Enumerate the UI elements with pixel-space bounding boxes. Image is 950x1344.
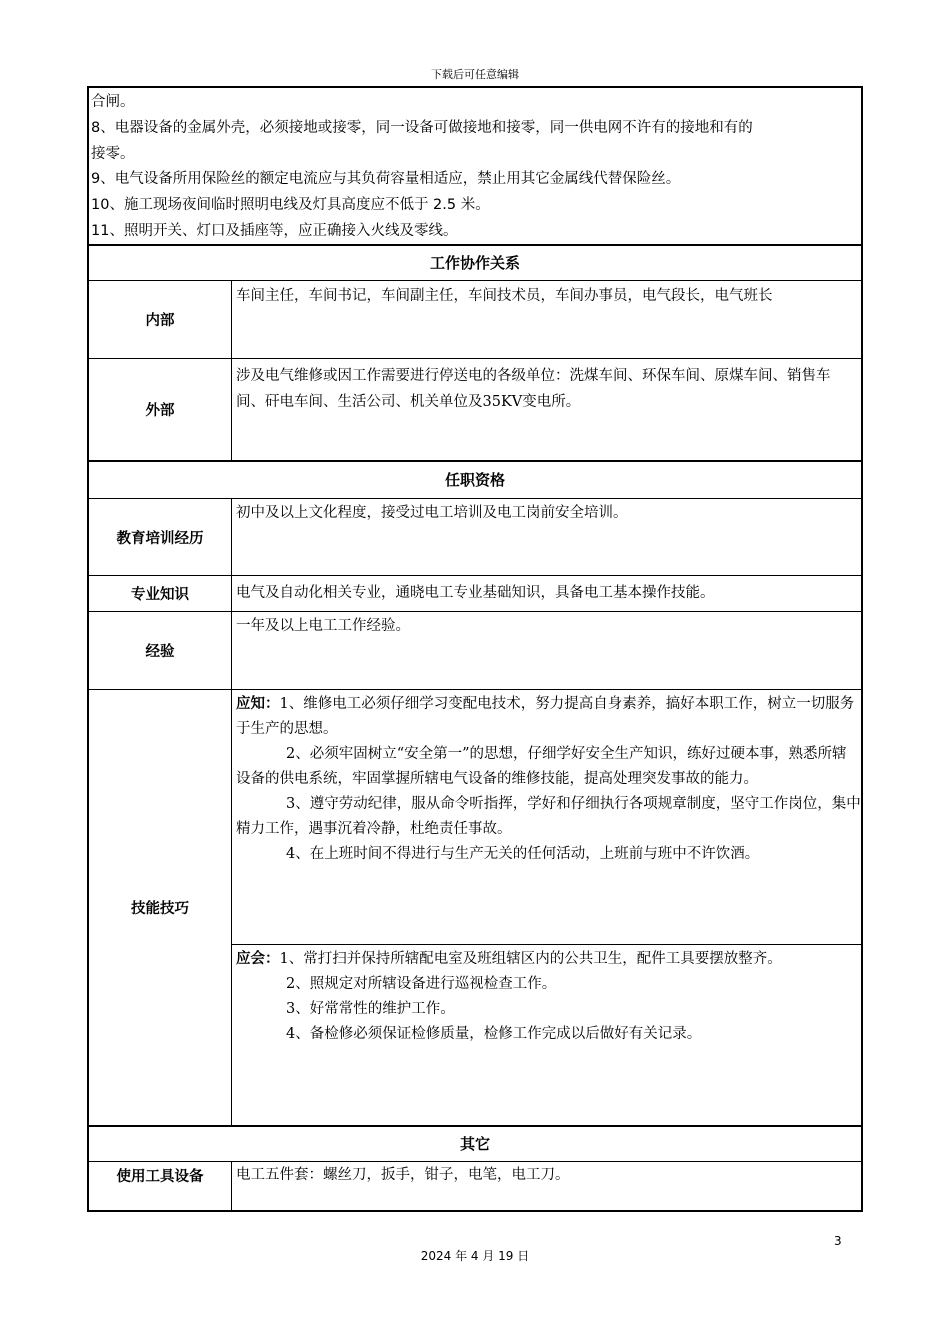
tools-value: 电工五件套：螺丝刀，扳手，钳子，电笔，电工刀。 xyxy=(236,1167,570,1183)
external-value: 涉及电气维修或因工作需要进行停送电的各级单位：洗煤车间、环保车间、原煤车间、销售车间、矸电车间、生活公司、机关单位及35KV变电所。 xyxy=(236,368,831,410)
experience-label: 经验 xyxy=(89,612,232,689)
skills-label: 技能技巧 xyxy=(89,690,232,1125)
external-row xyxy=(89,358,861,460)
skills-row xyxy=(89,689,861,1125)
rule-line: 11、照明开关、灯口及插座等，应正确接入火线及零线。 xyxy=(91,222,458,239)
should-know-label: 应知： xyxy=(236,695,280,712)
internal-row xyxy=(89,280,861,358)
page-date: 2024 年 4 月 19 日 xyxy=(420,1249,530,1263)
rule-line: 接零。 xyxy=(91,145,135,162)
should-know-item: 2、必须牢固树立“安全第一”的思想，仔细学好安全生产知识，练好过硬本事，熟悉所辖设备的供电系统，牢固掌握所辖电气设备的维修技能，提高处理突发事故的能力。 xyxy=(236,746,847,787)
rule-line: 10、施工现场夜间临时照明电线及灯具高度应不低于 2.5 米。 xyxy=(91,197,490,214)
should-do-item: 3、好常常性的维护工作。 xyxy=(286,1001,455,1017)
other-heading: 其它 xyxy=(89,1125,861,1161)
knowledge-label: 专业知识 xyxy=(89,576,232,611)
should-do-block xyxy=(236,946,861,1047)
job-description-table xyxy=(87,86,863,1212)
internal-value: 车间主任，车间书记，车间副主任，车间技术员，车间办事员，电气段长，电气班长 xyxy=(236,288,773,304)
education-row xyxy=(89,498,861,575)
page-number: 3 xyxy=(834,1234,842,1248)
education-value: 初中及以上文化程度，接受过电工培训及电工岗前安全培训。 xyxy=(236,505,628,521)
should-know-item: 3、遵守劳动纪律，服从命令听指挥，学好和仔细执行各项规章制度，坚守工作岗位，集中精力工作，遇事沉着冷静，杜绝责任事故。 xyxy=(236,796,861,837)
tools-label: 使用工具设备 xyxy=(89,1162,232,1210)
education-label: 教育培训经历 xyxy=(89,499,232,575)
knowledge-row xyxy=(89,575,861,611)
experience-value: 一年及以上电工工作经验。 xyxy=(236,618,410,634)
should-do-item: 4、备检修必须保证检修质量，检修工作完成以后做好有关记录。 xyxy=(286,1026,702,1042)
internal-label: 内部 xyxy=(89,281,232,358)
knowledge-value: 电气及自动化相关专业，通晓电工专业基础知识，具备电工基本操作技能。 xyxy=(236,585,715,601)
should-do-label: 应会： xyxy=(236,950,280,967)
external-label: 外部 xyxy=(89,359,232,460)
work-relations-heading: 工作协作关系 xyxy=(89,244,861,280)
page-header: 下载后可任意编辑 xyxy=(431,68,519,81)
tools-row xyxy=(89,1161,861,1210)
should-know-item: 4、在上班时间不得进行与生产无关的任何活动，上班前与班中不许饮酒。 xyxy=(286,846,760,862)
should-do-item: 2、照规定对所辖设备进行巡视检查工作。 xyxy=(286,976,557,992)
rule-line: 合闸。 xyxy=(91,94,135,110)
should-do-item: 应会：1、常打扫并保持所辖配电室及班组辖区内的公共卫生，配件工具要摆放整齐。 xyxy=(236,950,782,967)
qualifications-heading: 任职资格 xyxy=(89,460,861,498)
should-know-item: 应知：1、维修电工必须仔细学习变配电技术，努力提高自身素养，搞好本职工作，树立一切服务于生产的思想。 xyxy=(236,695,855,737)
safety-rules-block xyxy=(89,90,861,244)
rule-line: 8、电器设备的金属外壳，必须接地或接零，同一设备可做接地和接零，同一供电网不许有的接地和有的 xyxy=(91,119,753,136)
experience-row xyxy=(89,611,861,689)
rule-line: 9、电气设备所用保险丝的额定电流应与其负荷容量相适应，禁止用其它金属线代替保险丝。 xyxy=(91,171,681,188)
should-know-block xyxy=(236,690,861,944)
skills-divider xyxy=(232,944,861,945)
